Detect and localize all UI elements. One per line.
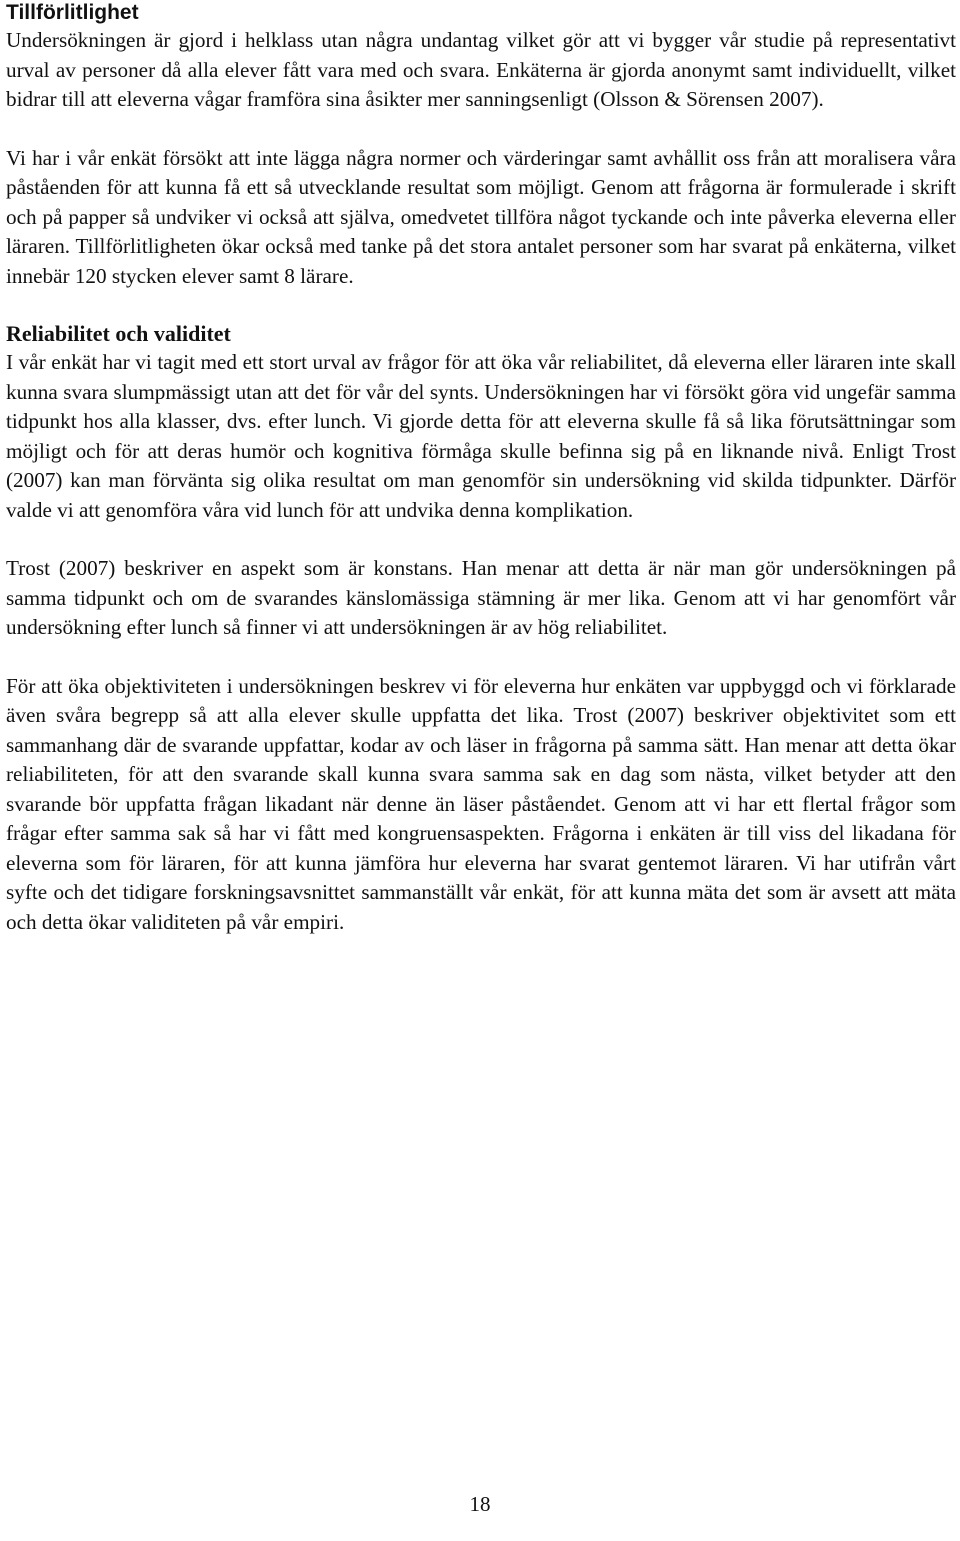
document-page	[6, 0, 956, 937]
paragraph-gap	[6, 643, 956, 672]
section-gap	[6, 291, 956, 320]
paragraph-gap	[6, 115, 956, 144]
paragraph-reliabilitet-1: I vår enkät har vi tagit med ett stort urval av frågor för att öka vår reliabilitet, då eleverna eller läraren inte skall kunna svara slumpmässigt utan att det för vår del synts. Undersökningen har vi försökt göra vid ungefär samma tidpunkt hos alla klasser, dvs. efter lunch. Vi gjorde detta för att eleverna skulle få så lika förutsättningar som möjligt och för att deras humör och kognitiva förmåga skulle befinna sig på en liknande nivå. Enligt Trost (2007) kan man förvänta sig olika resultat om man genomför sin undersökning vid skilda tidpunkter. Därför valde vi att genomföra våra vid lunch för att undvika denna komplikation.	[6, 350, 956, 522]
section-heading-tillforlitlighet: Tillförlitlighet	[6, 1, 139, 24]
paragraph-gap	[6, 525, 956, 554]
page-number: 18	[469, 1492, 491, 1516]
paragraph-tillforlitlighet-1: Undersökningen är gjord i helklass utan några undantag vilket gör att vi bygger vår studie på representativt urval av personer då alla elever fått vara med och svara. Enkäterna är gjorda anonymt samt individuellt, vilket bidrar till att eleverna vågar framföra sina åsikter mer sanningsenligt (Olsson & Sörensen 2007).	[6, 28, 956, 111]
section-heading-reliabilitet: Reliabilitet och validitet	[6, 321, 231, 346]
paragraph-tillforlitlighet-2: Vi har i vår enkät försökt att inte lägga några normer och värderingar samt avhållit oss från att moralisera våra påståenden för att kunna få ett så utvecklande resultat som möjligt. Genom att frågorna är formulerade i skrift och på papper så undviker vi också att själva, omedvetet tillföra något tyckande och inte påverka eleverna eller läraren. Tillförlitligheten ökar också med tanke på det stora antalet personer som har svarat på enkäterna, vilket innebär 120 stycken elever samt 8 lärare.	[6, 145, 956, 288]
paragraph-reliabilitet-2: Trost (2007) beskriver en aspekt som är konstans. Han menar att detta är när man gör undersökningen på samma tidpunkt och om de svarandes känslomässiga stämning är mer lika. Genom att vi har genomfört vår undersökning efter lunch så finner vi att undersökningen är av hög reliabilitet.	[6, 556, 956, 639]
paragraph-reliabilitet-3: För att öka objektiviteten i undersökningen beskrev vi för eleverna hur enkäten var uppbyggd och vi förklarade även svåra begrepp så att alla elever skulle uppfatta det lika. Trost (2007) beskriver objektivitet som ett sammanhang där de svarande uppfattar, kodar av och läser in frågorna på samma sätt. Han menar att detta ökar reliabiliteten, för att den svarande skall kunna svara samma sak en dag som nästa, vilket betyder att den svarande bör uppfatta frågan likadant när denne än läser påståendet. Genom att vi har ett flertal frågor som frågar efter samma sak så har vi fått med kongruensaspekten. Frågorna i enkäten är till viss del likadana för eleverna som för läraren, för att kunna jämföra hur eleverna har svarat gentemot läraren. Vi har utifrån vårt syfte och det tidigare forskningsavsnittet sammanställt vår enkät, för att kunna mäta det som är avsett att mäta och detta ökar validiteten på vår empiri.	[6, 673, 956, 934]
